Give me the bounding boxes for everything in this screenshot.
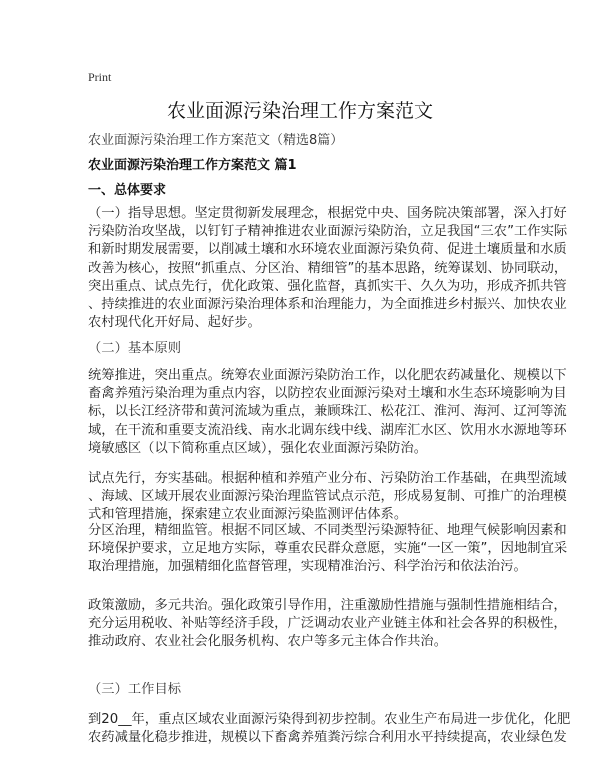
paragraph	[88, 711, 571, 747]
paragraph-line: 取治理措施，加强精细化监督管理，实现精准治污、科学治污和依法治污。	[88, 559, 527, 575]
paragraph-line: 、持续推进的农业面源污染治理体系和治理能力，为全面推进乡村振兴、加快农业	[88, 296, 567, 312]
paragraph-line: 试点先行，夯实基础。根据种植和养殖产业分布、污染防治工作基础，在典型流域	[88, 471, 567, 486]
subsection-heading	[88, 681, 516, 699]
paragraph-line: 和新时期发展需要，以削减土壤和水环境农业面源污染负荷、促进土壤质量和水质	[88, 242, 567, 258]
paragraph	[88, 367, 567, 458]
paragraph	[88, 205, 568, 332]
paragraph-line: （三）工作目标	[88, 682, 182, 697]
paragraph-line: （二）基本原则	[88, 341, 182, 356]
paragraph-line: 到20__年，重点区域农业面源污染得到初步控制。农业生产布局进一步优化，化肥	[88, 712, 571, 727]
paragraph-line: 统筹推进，突出重点。统筹农业面源污染防治工作，以化肥农药减量化、规模以下	[88, 368, 567, 383]
article-heading: 农业面源污染治理工作方案范文 篇1	[88, 158, 297, 173]
paragraph-line: 标，以长江经济带和黄河流域为重点，兼顾珠江、松花江、淮河、海河、辽河等流	[88, 404, 567, 420]
section-heading: 一、总体要求	[88, 183, 167, 198]
paragraph-line: 农村现代化开好局、起好步。	[88, 315, 261, 331]
paragraph-line: 充分运用税收、补贴等经济手段，广泛调动农业产业链主体和社会各界的积极性，	[88, 616, 567, 632]
paragraph-line: 农药减量化稳步推进，规模以下畜禽养殖粪污综合利用水平持续提高，农业绿色发	[88, 730, 567, 746]
paragraph-line: 改善为核心，按照“抓重点、分区治、精细管”的基本思路，统筹谋划、协同联动，	[88, 260, 568, 276]
paragraph-line: 境敏感区（以下简称重点区域），强化农业面源污染防治。	[88, 440, 428, 456]
paragraph	[88, 522, 568, 577]
print-link[interactable]: Print	[88, 70, 112, 84]
paragraph-line: 污染防治攻坚战，以钉钉子精神推进农业面源污染防治，立足我国“三农”工作实际	[88, 224, 568, 240]
paragraph	[88, 470, 567, 525]
paragraph	[88, 597, 567, 652]
document-subtitle: 农业面源污染治理工作方案范文（精选8篇）	[88, 133, 344, 148]
document-title: 农业面源污染治理工作方案范文	[166, 100, 433, 122]
paragraph-line: 分区治理，精细监管。根据不同区域、不同类型污染源特征、地理气候影响因素和	[88, 523, 567, 538]
paragraph-line: 环境保护要求，立足地方实际，尊重农民群众意愿，实施“一区一策”，因地制宜采	[88, 541, 568, 557]
paragraph-line: 推动政府、农业社会化服务机构、农户等多元主体合作共治。	[88, 634, 448, 650]
paragraph-line: 域，在干流和重要支流沿线、南水北调东线中线、湖库汇水区、饮用水水源地等环	[88, 422, 567, 438]
paragraph-line: （一）指导思想。坚定贯彻新发展理念，根据党中央、国务院决策部署，深入打好	[88, 206, 567, 221]
paragraph-line: 突出重点、试点先行，优化政策、强化监督，真抓实干、久久为功，形成齐抓共管	[88, 278, 567, 294]
subsection-heading	[88, 340, 516, 358]
paragraph-line: 、海域、区域开展农业面源污染治理监管试点示范，形成易复制、可推广的治理模	[88, 489, 567, 505]
paragraph-line: 政策激励，多元共治。强化政策引导作用，注重激励性措施与强制性措施相结合，	[88, 598, 567, 613]
paragraph-line: 畜禽养殖污染治理为重点内容，以防控农业面源污染对土壤和水生态环境影响为目	[88, 386, 567, 402]
paragraph-line: 式和管理措施，探索建立农业面源污染监测评估体系。	[88, 507, 408, 523]
